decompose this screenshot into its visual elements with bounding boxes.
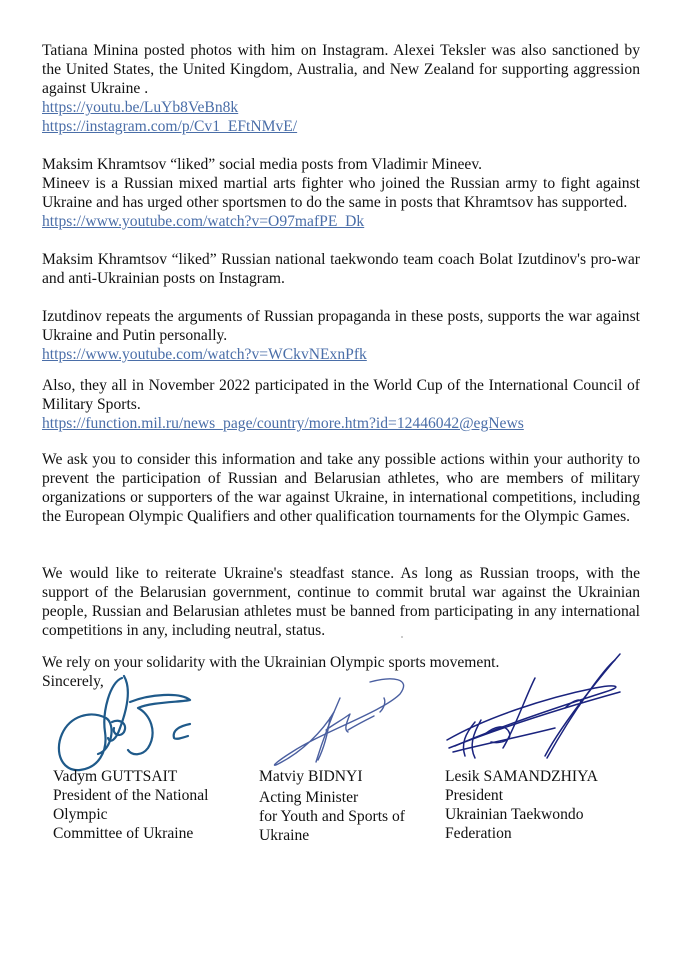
paragraph-intro: Maksim Khramtsov “liked” social media posts from Vladimir Mineev.: [42, 156, 483, 173]
signer-bidnyi: [259, 767, 405, 845]
signer-title-line: President: [445, 787, 504, 804]
paragraph-request: [42, 450, 640, 526]
paragraph-izutdinov-propaganda: [42, 307, 640, 364]
paragraph-military-sports: [42, 376, 640, 433]
youtube-link[interactable]: https://youtu.be/LuYb8VeBn8k: [42, 99, 239, 116]
paragraph-text: Also, they all in November 2022 participated in the World Cup of the International Council of Military Sports.: [42, 377, 640, 413]
signer-title-line: Committee of Ukraine: [53, 825, 194, 842]
paragraph-izutdinov-likes: [42, 250, 640, 288]
signer-samandzhiya: [445, 767, 598, 843]
signer-guttsait: [53, 767, 208, 843]
paragraph-text: Izutdinov repeats the arguments of Russian propaganda in these posts, supports the war against Ukraine and Putin personally.: [42, 308, 640, 344]
scan-speck: [401, 636, 403, 638]
youtube-link[interactable]: https://www.youtube.com/watch?v=WCkvNExnPfk: [42, 346, 367, 363]
signer-title-line: Acting Minister: [259, 789, 359, 806]
signer-name: Lesik SAMANDZHIYA: [445, 768, 598, 785]
signer-name: Vadym GUTTSAIT: [53, 768, 178, 785]
closing-line: We rely on your solidarity with the Ukrainian Olympic sports movement.: [42, 654, 500, 671]
signer-title-line: Federation: [445, 825, 512, 842]
paragraph-mineev: [42, 155, 640, 231]
sincerely-line: Sincerely,: [42, 673, 104, 690]
paragraph-text: Tatiana Minina posted photos with him on Instagram. Alexei Teksler was also sanctioned by the United States, the United Kingdom, Australia, and New Zealand for supporting aggression against Ukraine .: [42, 42, 640, 97]
closing: [42, 653, 640, 691]
instagram-link[interactable]: https://instagram.com/p/Cv1_EFtNMvE/: [42, 118, 298, 135]
signer-title-line: for Youth and Sports of: [259, 808, 405, 825]
signer-title-line: Ukrainian Taekwondo: [445, 806, 584, 823]
paragraph-text: Mineev is a Russian mixed martial arts fighter who joined the Russian army to fight against Ukraine and has urged other sportsmen to do the same in posts that Khramtsov has supported.: [42, 175, 640, 211]
paragraph-teksler: [42, 41, 640, 136]
signer-title-line: Olympic: [53, 806, 108, 823]
signer-title-line: President of the National: [53, 787, 209, 804]
youtube-link[interactable]: https://www.youtube.com/watch?v=O97mafPE_Dk: [42, 213, 365, 230]
paragraph-text: We would like to reiterate Ukraine's steadfast stance. As long as Russian troops, with the support of the Belarusian government, continue to commit brutal war against the Ukrainian people, Russian and Belarusian athletes must be banned from participating in any international competitions in any, including neutral, status.: [42, 565, 640, 639]
paragraph-text: We ask you to consider this information and take any possible actions within your authority to prevent the participation of Russian and Belarusian athletes, who are members of military organizations or supporters of the war against Ukraine, in international competitions, including the European Olympic Qualifiers and other qualification tournaments for the Olympic Games.: [42, 451, 640, 525]
signer-name: Matviy BIDNYI: [259, 768, 363, 785]
mil-ru-link[interactable]: https://function.mil.ru/news_page/country/more.htm?id=12446042@egNews: [42, 415, 524, 432]
paragraph-stance: [42, 564, 640, 640]
signer-title-line: Ukraine: [259, 827, 310, 844]
paragraph-text: Maksim Khramtsov “liked” Russian national taekwondo team coach Bolat Izutdinov's pro-war and anti-Ukrainian posts on Instagram.: [42, 251, 640, 287]
